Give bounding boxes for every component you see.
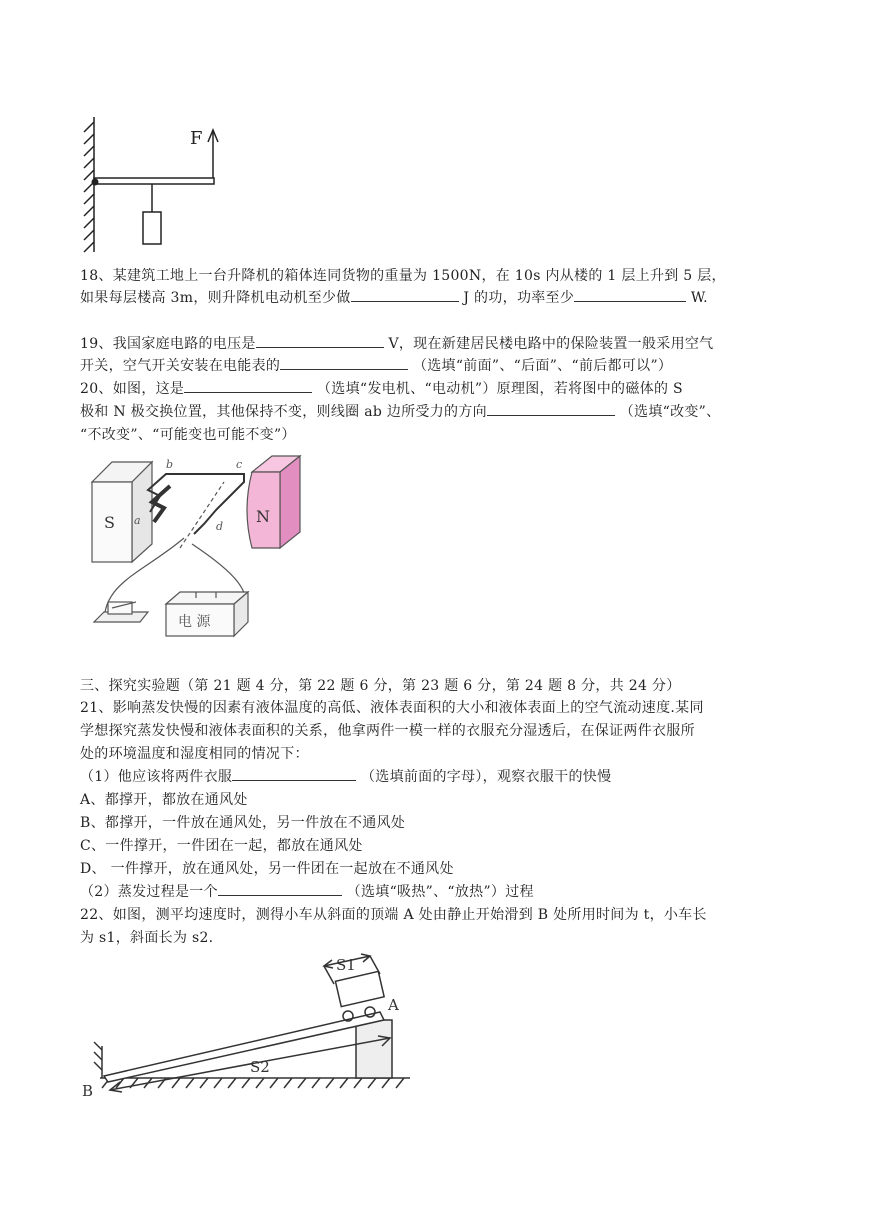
q21-sub-2: （2）蒸发过程是一个 （选填“吸热”、“放热”）过程 bbox=[80, 881, 534, 903]
lever-bar bbox=[94, 178, 214, 184]
q21-line-3: 处的环境温度和湿度相同的情况下： bbox=[80, 746, 309, 762]
q21-choice-blank[interactable] bbox=[232, 766, 356, 781]
label-s: S bbox=[104, 513, 115, 532]
q20-line-1: 20、如图，这是 （选填“发电机、“电动机”）原理图，若将图中的磁体的 S bbox=[80, 378, 683, 400]
label-a: a bbox=[134, 514, 141, 527]
q19-position-blank[interactable] bbox=[280, 355, 408, 370]
q18-line-2: 如果每层楼高 3m，则升降机电动机至少做 J 的功，功率至少 W. bbox=[80, 287, 708, 309]
label-d: d bbox=[216, 520, 224, 533]
support-block bbox=[356, 1020, 392, 1078]
q20-type-blank[interactable] bbox=[184, 378, 312, 393]
label-n: N bbox=[256, 507, 270, 526]
q21-option-a: A、都撑开，都放在通风处 bbox=[80, 792, 248, 808]
q22-line-2: 为 s1，斜面长为 s2. bbox=[80, 930, 214, 946]
q19-voltage-blank[interactable] bbox=[256, 333, 384, 348]
q21-heat-blank[interactable] bbox=[218, 881, 342, 896]
q21-line-1: 21、影响蒸发快慢的因素有液体温度的高低、液体表面积的大小和液体表面上的空气流动速度.某同 bbox=[80, 700, 704, 716]
q21-option-c: C、一件撑开，一件团在一起，都放在通风处 bbox=[80, 838, 363, 854]
label-b: b bbox=[166, 458, 174, 471]
weight-block bbox=[143, 212, 161, 244]
q21-line-2: 学想探究蒸发快慢和液体表面积的关系，他拿两件一模一样的衣服充分湿透后，在保证两件衣服所 bbox=[80, 723, 695, 739]
q18-work-blank[interactable] bbox=[351, 287, 459, 302]
label-s1: S1 bbox=[336, 956, 356, 974]
cart bbox=[335, 971, 384, 1006]
q19-line-2: 开关，空气开关安装在电能表的 （选填“前面”、“后面”、“前后都可以”） bbox=[80, 355, 672, 377]
label-a: A bbox=[388, 996, 399, 1014]
label-c: c bbox=[236, 458, 243, 471]
label-s2: S2 bbox=[250, 1058, 270, 1076]
lever-figure bbox=[78, 112, 238, 257]
incline-figure bbox=[80, 950, 420, 1100]
pivot-dot bbox=[92, 179, 99, 186]
label-b: B bbox=[82, 1082, 94, 1100]
motor-figure bbox=[84, 452, 324, 644]
force-label: F bbox=[190, 128, 203, 149]
q22-line-1: 22、如图，测平均速度时，测得小车从斜面的顶端 A 处由静止开始滑到 B 处所用时间为 t，小车长 bbox=[80, 907, 707, 923]
q18-power-blank[interactable] bbox=[574, 287, 686, 302]
section-3-heading: 三、探究实验题（第 21 题 4 分，第 22 题 6 分，第 23 题 6 分，第 24 题 8 分，共 24 分） bbox=[80, 678, 681, 694]
q20-direction-blank[interactable] bbox=[487, 401, 615, 416]
power-supply-label: 电 源 bbox=[178, 614, 211, 630]
q19-line-1: 19、我国家庭电路的电压是 V，现在新建居民楼电路中的保险装置一般采用空气 bbox=[80, 333, 713, 355]
q21-option-d: D、 一件撑开，放在通风处，另一件团在一起放在不通风处 bbox=[80, 861, 454, 877]
q21-option-b: B、都撑开，一件放在通风处，另一件放在不通风处 bbox=[80, 815, 406, 831]
q18-line-1: 18、某建筑工地上一台升降机的箱体连同货物的重量为 1500N，在 10s 内从楼的 1 层上升到 5 层， bbox=[80, 268, 726, 284]
q20-line-3: “不改变”、“可能变也可能不变”） bbox=[80, 427, 296, 443]
q20-line-2: 极和 N 极交换位置，其他保持不变，则线圈 ab 边所受力的方向 （选填“改变”、 bbox=[80, 401, 720, 423]
q21-sub-1: （1）他应该将两件衣服 （选填前面的字母），观察衣服干的快慢 bbox=[80, 766, 611, 788]
